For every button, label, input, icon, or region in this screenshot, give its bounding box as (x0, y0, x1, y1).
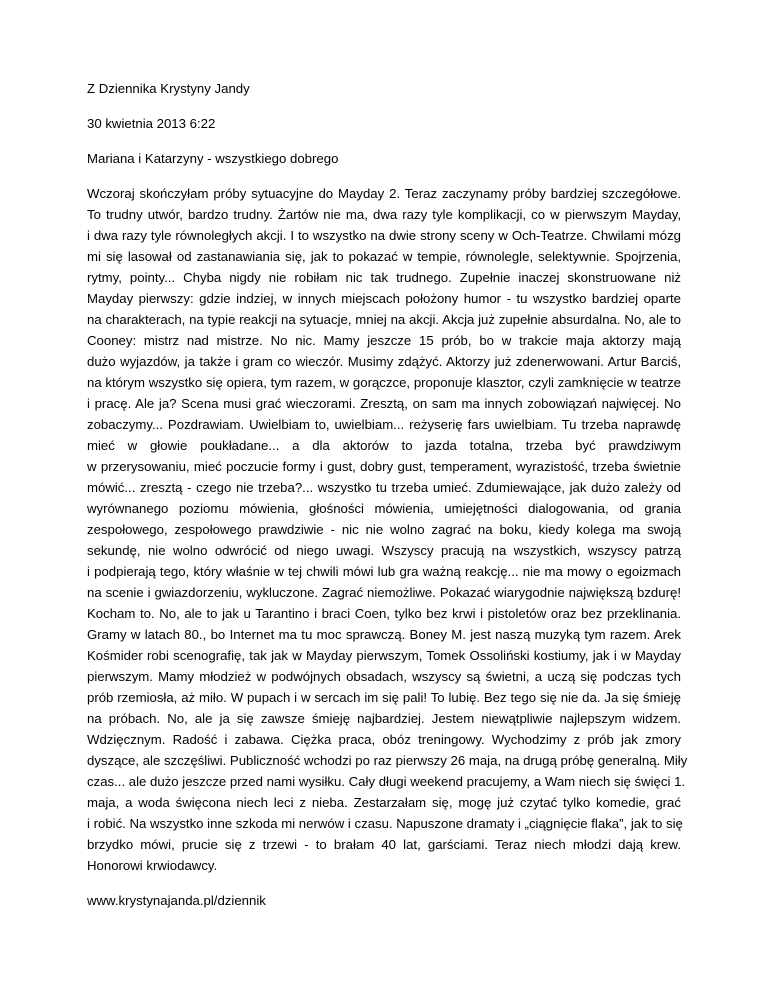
body-line: Gramy w latach 80., bo Internet ma tu moc sprawczą. Boney M. jest naszą muzyką tym razem. Arek (87, 627, 681, 642)
body-line: To trudny utwór, bardzo trudny. Żartów nie ma, dwa razy tyle komplikacji, co w pierwszym Mayday, (87, 207, 681, 222)
body-line: i podpierają tego, który właśnie w tej chwili mówi lub gra ważną reakcję... nie ma mowy o egoizmach (87, 564, 681, 579)
body-line: na charakterach, na typie reakcji na sytuacje, mniej na akcji. Akcja już zupełnie absurdalna. No, ale to (87, 312, 681, 327)
body-line: i dwa razy tyle równoległych akcji. I to wszystko na dwie strony sceny w Och-Teatrze. Chwilami mózg (87, 228, 681, 243)
body-line: w przerysowaniu, mieć poczucie formy i gust, dobry gust, temperament, wyrazistość, trzeba świetnie (87, 459, 681, 474)
body-line: Wczoraj skończyłam próby sytuacyjne do Mayday 2. Teraz zaczynamy próby bardziej szczegółowe. (87, 186, 681, 201)
body-line: dużo wyjazdów, ja także i gram co wieczór. Musimy zdążyć. Aktorzy już zdenerwowani. Artur Barciś, (87, 354, 681, 369)
body-line: Kośmider robi scenografię, tak jak w Mayday pierwszym, Tomek Ossoliński kostiumy, jak i w Mayday (87, 648, 681, 663)
body-line: sekundę, nie wolno odwrócić od niego uwagi. Wszyscy pracują na wszystkich, wszyscy patrzą (87, 543, 681, 558)
footer-url: www.krystynajanda.pl/dziennik (87, 893, 266, 908)
body-line: wyrównanego poziomu mówienia, głośności mówienia, umiejętności dialogowania, od grania (87, 501, 681, 516)
body-line: mówić... zresztą - czego nie trzeba?... wszystko tu trzeba umieć. Zdumiewające, jak dużo zależy od (87, 480, 681, 495)
body-line: Wdzięcznym. Radość i zabawa. Ciężka praca, obóz treningowy. Wychodzimy z prób jak zmory (87, 732, 681, 747)
document-page (87, 78, 688, 911)
body-line: Kocham to. No, ale to jak u Tarantino i braci Coen, tylko bez krwi i pistoletów oraz bez przeklinania. (87, 606, 681, 621)
body-line: na scenie i gwiazdorzeniu, wykluczone. Zagrać niemożliwe. Pokazać wiarygodnie największą bzdurę! (87, 585, 681, 600)
body-line: Mayday pierwszy: gdzie indziej, w innych miejscach położony humor - tu wszystko bardziej oparte (87, 291, 681, 306)
diary-body (87, 183, 688, 876)
body-line: i pracę. Ale ja? Scena musi grać wieczorami. Zresztą, on sam ma innych zobowiązań najwięcej. No (87, 396, 681, 411)
body-line: zespołowego, zespołowego prawdziwie - nic nie wolno zagrać na boku, kiedy kolega ma swoją (87, 522, 681, 537)
body-line: na którym wszystko się opiera, tym razem, w gorączce, proponuje klasztor, czyli zamknięcie w teatrze (87, 375, 681, 390)
body-line: i robić. Na wszystko inne szkoda mi nerwów i czasu. Napuszone dramaty i „ciągnięcie flaka”, jak to się (87, 816, 683, 831)
body-line: Honorowi krwiodawcy. (87, 858, 218, 873)
source-title: Z Dziennika Krystyny Jandy (87, 81, 250, 96)
body-line: zobaczymy... Pozdrawiam. Uwielbiam to, uwielbiam... reżyserię fars uwielbiam. Tu trzeba naprawdę (87, 417, 681, 432)
body-line: brzydko mówi, prucie się z trzewi - to brałam 40 lat, garściami. Teraz niech młodzi dają krew. (87, 837, 681, 852)
body-line: prób rzemiosła, aż miło. W pupach i w sercach im się pali! To lubię. Bez tego się nie da. Ja się śmieję (87, 690, 681, 705)
body-line: pierwszym. Mamy młodzież w podwójnych obsadach, wszyscy są świetni, a uczą się podczas tych (87, 669, 681, 684)
body-line: mi się lasował od zastanawiania się, jak to pokazać w tempie, równolegle, selektywnie. Spojrzenia, (87, 249, 681, 264)
body-line: maja, a woda święcona niech leci z nieba. Zestarzałam się, mogę już czytać tylko komedie, grać (87, 795, 681, 810)
body-line: mieć w głowie poukładane... a dla aktorów to jazda totalna, trzeba być prawdziwym (87, 438, 681, 453)
body-line: dyszące, ale szczęśliwi. Publiczność wchodzi po raz pierwszy 26 maja, na drugą próbę generalną. Miły (87, 753, 688, 768)
body-line: rytmy, pointy... Chyba nigdy nie robiłam nic tak trudnego. Zupełnie inaczej skonstruowane niż (87, 270, 681, 285)
body-line: na próbach. No, ale ja się zawsze śmieję najbardziej. Jestem niewątpliwie najlepszym widzem. (87, 711, 681, 726)
entry-date: 30 kwietnia 2013 6:22 (87, 116, 216, 131)
body-line: czas... ale dużo jeszcze przed nami wysiłku. Cały długi weekend pracujemy, a Wam niech się święci 1. (87, 774, 686, 789)
greeting-line: Mariana i Katarzyny - wszystkiego dobrego (87, 151, 339, 166)
body-line: Cooney: mistrz nad mistrze. No nic. Mamy jeszcze 15 prób, bo w trakcie maja aktorzy mają (87, 333, 681, 348)
